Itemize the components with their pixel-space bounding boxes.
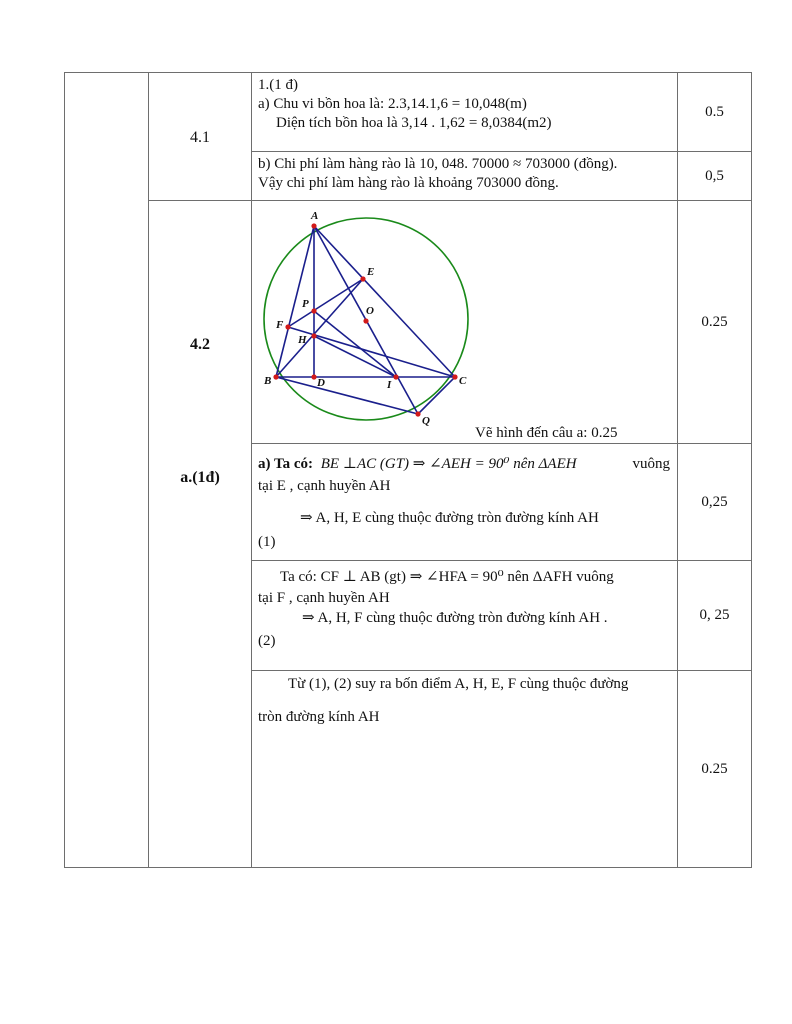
question-1-line-3: Diện tích bồn hoa là 3,14 . 1,62 = 8,0384(m2) xyxy=(276,115,552,131)
row-divider-5 xyxy=(251,670,752,671)
score-figure-text: 0.25 xyxy=(701,313,728,330)
score-4-1-b xyxy=(678,152,751,200)
score-step3 xyxy=(678,671,751,867)
score-step2 xyxy=(678,561,751,670)
row-divider-1 xyxy=(251,151,752,152)
section-label-4-2-text: 4.2 xyxy=(190,336,210,353)
step3-line-2: tròn đường kính AH xyxy=(258,709,380,725)
step2-line-1: Ta có: CF ⊥ AB (gt) ⇒ ∠HFA = 90⁰ nên ΔAFH vuông xyxy=(280,569,614,585)
step1-line-1 xyxy=(258,455,670,473)
point-label-o: O xyxy=(366,305,374,317)
step1-line-2: tại E , cạnh huyền AH xyxy=(258,478,391,494)
score-step1 xyxy=(678,444,751,560)
score-step2-text: 0, 25 xyxy=(699,607,730,623)
question-1-line-1: 1.(1 đ) xyxy=(258,77,298,93)
point-label-d: D xyxy=(317,377,325,389)
question-1-line-2: a) Chu vi bồn hoa là: 2.3,14.1,6 = 10,048(m) xyxy=(258,96,527,112)
figure-points xyxy=(273,223,457,416)
step1-line-4: (1) xyxy=(258,534,276,550)
section-label-4-2 xyxy=(149,336,251,354)
score-step1-text: 0,25 xyxy=(701,493,728,510)
point-label-a: A xyxy=(311,210,319,222)
point-label-b: B xyxy=(264,375,272,387)
score-4-1-a-text: 0.5 xyxy=(705,103,724,120)
point-label-c: C xyxy=(459,375,467,387)
point-label-p: P xyxy=(302,298,309,310)
score-figure xyxy=(678,201,751,443)
point-label-q: Q xyxy=(422,415,430,427)
step1-math: BE ⊥AC (GT) ⇒ ∠AEH = 90⁰ nên ΔAEH xyxy=(320,456,577,472)
step2-line-3: ⇒ A, H, F cùng thuộc đường tròn đường kính AH . xyxy=(302,610,608,626)
step1-suffix: vuông xyxy=(632,456,670,472)
section-label-4-1 xyxy=(149,73,251,200)
point-label-h: H xyxy=(298,334,307,346)
table-border-bottom xyxy=(64,867,752,868)
subpart-label-a-text: a.(1đ) xyxy=(180,469,220,486)
step1-line-3: ⇒ A, H, E cùng thuộc đường tròn đường kính AH xyxy=(300,510,599,526)
point-label-i: I xyxy=(387,379,392,391)
step2-line-2: tại F , cạnh huyền AH xyxy=(258,590,390,606)
question-1b-line-1: b) Chi phí làm hàng rào là 10, 048. 70000 ≈ 703000 (đồng). xyxy=(258,156,618,172)
row-divider-4 xyxy=(251,560,752,561)
score-4-1-a xyxy=(678,73,751,151)
section-label-4-1-text: 4.1 xyxy=(190,128,210,146)
step3-line-1: Từ (1), (2) suy ra bốn điểm A, H, E, F cùng thuộc đường xyxy=(288,676,629,692)
score-step3-text: 0.25 xyxy=(701,760,728,777)
figure-caption: Vẽ hình đến câu a: 0.25 xyxy=(475,425,618,441)
table-border-left xyxy=(64,72,65,868)
col-divider-2 xyxy=(251,72,252,868)
score-4-1-b-text: 0,5 xyxy=(705,167,724,184)
step1-prefix: a) Ta có: xyxy=(258,456,314,472)
question-1b-line-2: Vậy chi phí làm hàng rào là khoảng 703000 đồng. xyxy=(258,175,559,191)
geometry-figure xyxy=(252,201,677,443)
row-divider-3 xyxy=(251,443,752,444)
point-label-f: F xyxy=(276,319,284,331)
point-label-e: E xyxy=(367,266,375,278)
subpart-label-a xyxy=(149,469,251,487)
step2-line-4: (2) xyxy=(258,633,276,649)
table-border-right xyxy=(751,72,752,868)
